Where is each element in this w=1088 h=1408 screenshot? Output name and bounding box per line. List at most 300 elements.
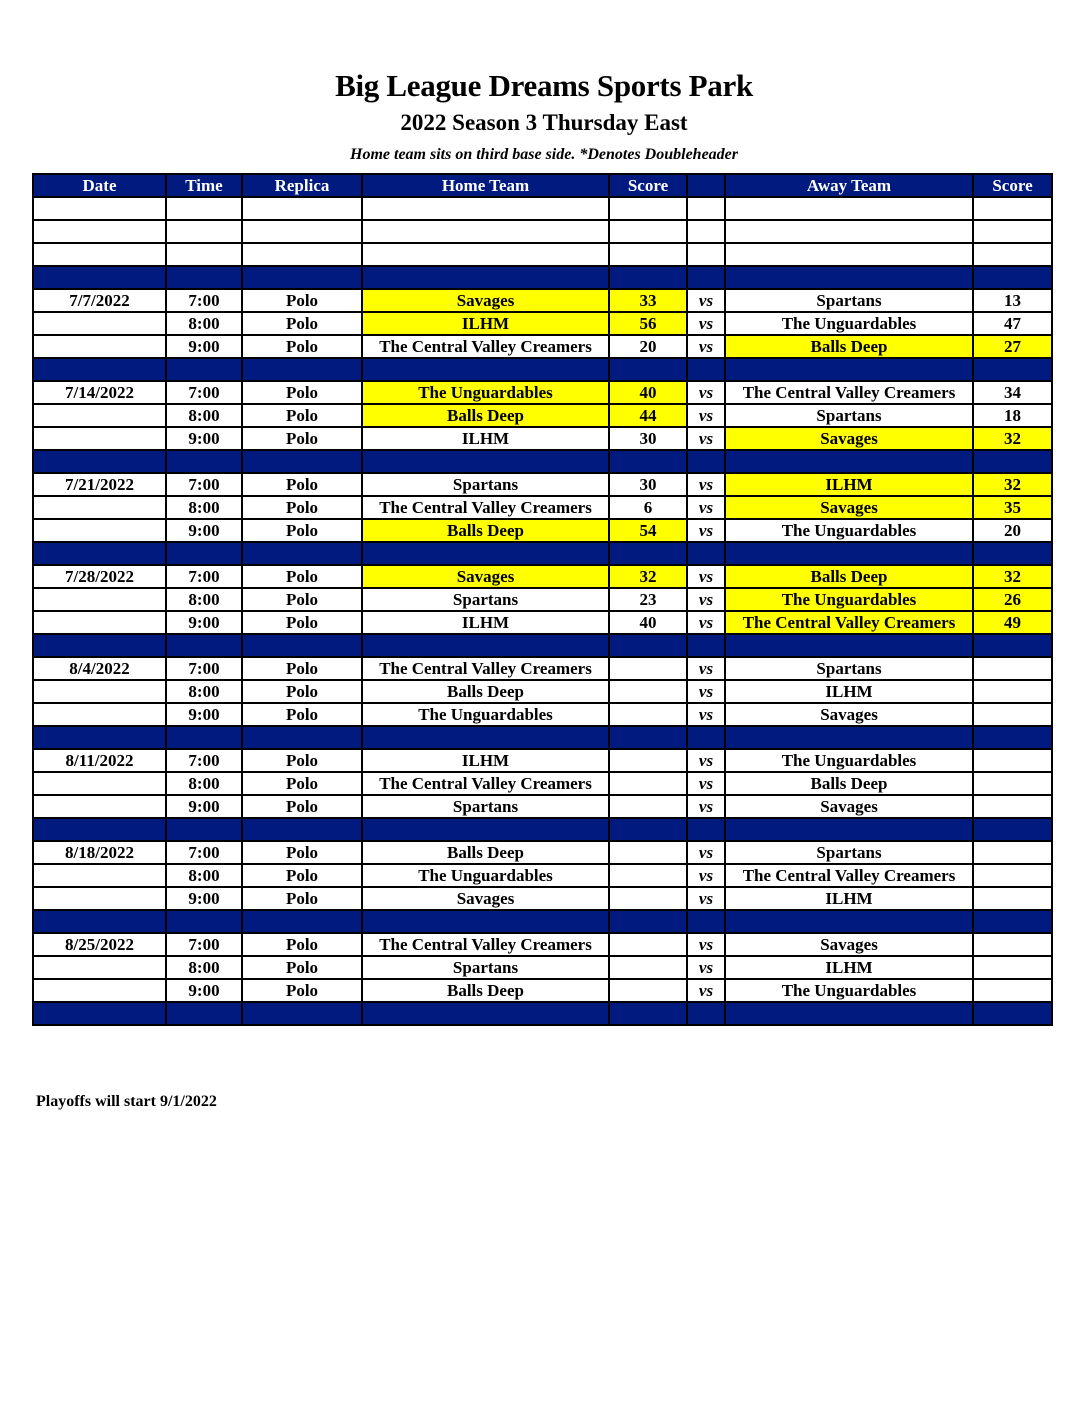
date-cell: 7/14/2022 [33,381,166,404]
game-row [33,289,1052,312]
away-team-cell: ILHM [725,887,973,910]
away-team-cell: Balls Deep [725,565,973,588]
home-team-cell: Spartans [362,795,609,818]
date-cell: 8/4/2022 [33,657,166,680]
empty-cell [166,197,242,220]
home-score-cell [609,657,687,680]
away-score-cell: 13 [973,289,1052,312]
time-cell: 9:00 [166,427,242,450]
empty-cell [973,197,1052,220]
away-team-cell: Savages [725,427,973,450]
replica-cell: Polo [242,427,362,450]
date-cell [33,979,166,1002]
time-cell: 7:00 [166,933,242,956]
replica-cell: Polo [242,956,362,979]
date-cell: 7/7/2022 [33,289,166,312]
empty-cell [725,243,973,266]
home-score-cell: 56 [609,312,687,335]
game-row [33,335,1052,358]
away-team-cell: ILHM [725,473,973,496]
away-score-cell: 32 [973,427,1052,450]
date-cell [33,956,166,979]
vs-cell: vs [687,519,725,542]
empty-cell [609,358,687,381]
home-score-cell [609,795,687,818]
empty-cell [166,220,242,243]
empty-cell [687,358,725,381]
away-score-cell [973,979,1052,1002]
vs-cell: vs [687,772,725,795]
empty-cell [687,197,725,220]
empty-cell [33,243,166,266]
empty-cell [973,266,1052,289]
away-score-cell [973,933,1052,956]
empty-cell [609,266,687,289]
date-cell [33,312,166,335]
away-score-cell: 32 [973,473,1052,496]
date-cell: 8/25/2022 [33,933,166,956]
vs-cell: vs [687,956,725,979]
time-cell: 7:00 [166,473,242,496]
col-header-home-team: Home Team [362,174,609,197]
empty-cell [242,266,362,289]
home-team-cell: Savages [362,565,609,588]
replica-cell: Polo [242,657,362,680]
home-team-cell: Balls Deep [362,979,609,1002]
empty-cell [166,243,242,266]
replica-cell: Polo [242,795,362,818]
home-score-cell [609,864,687,887]
away-team-cell: ILHM [725,956,973,979]
empty-cell [609,910,687,933]
empty-cell [687,542,725,565]
home-team-cell: Balls Deep [362,404,609,427]
empty-cell [725,634,973,657]
home-score-cell: 32 [609,565,687,588]
away-team-cell: Spartans [725,657,973,680]
date-cell [33,864,166,887]
time-cell: 7:00 [166,657,242,680]
empty-cell [242,542,362,565]
vs-cell: vs [687,864,725,887]
away-score-cell: 26 [973,588,1052,611]
away-score-cell: 18 [973,404,1052,427]
away-score-cell: 32 [973,565,1052,588]
vs-cell: vs [687,795,725,818]
empty-cell [687,818,725,841]
week-separator [33,1002,1052,1025]
away-team-cell: Savages [725,496,973,519]
empty-cell [687,634,725,657]
replica-cell: Polo [242,312,362,335]
empty-cell [725,726,973,749]
vs-cell: vs [687,289,725,312]
vs-cell: vs [687,611,725,634]
time-cell: 9:00 [166,887,242,910]
away-score-cell [973,864,1052,887]
home-score-cell [609,887,687,910]
away-team-cell: The Unguardables [725,312,973,335]
date-cell: 7/28/2022 [33,565,166,588]
time-cell: 7:00 [166,381,242,404]
empty-cell [33,197,166,220]
empty-cell [973,450,1052,473]
empty-cell [687,220,725,243]
replica-cell: Polo [242,289,362,312]
away-team-cell: Savages [725,933,973,956]
away-score-cell: 49 [973,611,1052,634]
away-score-cell [973,772,1052,795]
home-score-cell [609,772,687,795]
empty-cell [973,634,1052,657]
away-team-cell: The Central Valley Creamers [725,611,973,634]
empty-cell [166,450,242,473]
schedule-table [32,173,1053,1026]
week-separator [33,358,1052,381]
time-cell: 9:00 [166,979,242,1002]
time-cell: 8:00 [166,312,242,335]
schedule-note: Home team sits on third base side. *Denotes Doubleheader [350,146,738,163]
date-cell [33,772,166,795]
home-score-cell [609,749,687,772]
empty-cell [362,220,609,243]
week-separator [33,266,1052,289]
empty-cell [609,634,687,657]
empty-cell [687,243,725,266]
empty-cell [242,450,362,473]
playoffs-note: Playoffs will start 9/1/2022 [36,1093,217,1110]
page-title: Big League Dreams Sports Park [335,68,753,103]
date-cell [33,703,166,726]
time-cell: 8:00 [166,772,242,795]
empty-cell [166,266,242,289]
time-cell: 9:00 [166,611,242,634]
empty-cell [973,910,1052,933]
empty-cell [242,358,362,381]
away-team-cell: Spartans [725,841,973,864]
empty-cell [166,818,242,841]
empty-cell [973,243,1052,266]
empty-cell [973,542,1052,565]
empty-cell [33,542,166,565]
away-team-cell: Balls Deep [725,772,973,795]
vs-cell: vs [687,680,725,703]
home-team-cell: The Central Valley Creamers [362,335,609,358]
empty-cell [33,266,166,289]
game-row [33,611,1052,634]
home-team-cell: ILHM [362,427,609,450]
game-row [33,749,1052,772]
col-header-time: Time [166,174,242,197]
empty-cell [687,1002,725,1025]
empty-cell [166,634,242,657]
empty-cell [242,726,362,749]
empty-cell [362,266,609,289]
empty-cell [362,634,609,657]
empty-cell [609,450,687,473]
week-separator [33,450,1052,473]
time-cell: 7:00 [166,289,242,312]
date-cell [33,335,166,358]
date-cell [33,680,166,703]
away-score-cell: 47 [973,312,1052,335]
away-score-cell: 20 [973,519,1052,542]
empty-cell [33,450,166,473]
empty-cell [725,542,973,565]
week-separator [33,910,1052,933]
empty-cell [166,358,242,381]
empty-cell [609,197,687,220]
empty-cell [362,243,609,266]
empty-cell [725,266,973,289]
home-score-cell [609,680,687,703]
date-cell [33,427,166,450]
home-team-cell: The Unguardables [362,381,609,404]
empty-cell [362,197,609,220]
home-score-cell [609,841,687,864]
away-score-cell: 27 [973,335,1052,358]
empty-cell [725,910,973,933]
home-team-cell: Spartans [362,473,609,496]
empty-row [33,197,1052,220]
home-score-cell: 30 [609,427,687,450]
time-cell: 9:00 [166,335,242,358]
home-team-cell: Spartans [362,956,609,979]
home-team-cell: ILHM [362,749,609,772]
game-row [33,703,1052,726]
away-team-cell: The Unguardables [725,519,973,542]
empty-cell [609,243,687,266]
empty-cell [687,450,725,473]
time-cell: 8:00 [166,864,242,887]
away-score-cell [973,956,1052,979]
date-cell [33,496,166,519]
replica-cell: Polo [242,680,362,703]
col-header-vs [687,174,725,197]
away-score-cell [973,749,1052,772]
away-score-cell [973,841,1052,864]
empty-cell [362,358,609,381]
empty-cell [362,1002,609,1025]
date-cell: 8/11/2022 [33,749,166,772]
empty-cell [725,220,973,243]
away-score-cell: 34 [973,381,1052,404]
home-score-cell [609,956,687,979]
away-team-cell: Balls Deep [725,335,973,358]
vs-cell: vs [687,335,725,358]
empty-cell [725,197,973,220]
replica-cell: Polo [242,749,362,772]
time-cell: 9:00 [166,519,242,542]
vs-cell: vs [687,887,725,910]
replica-cell: Polo [242,381,362,404]
home-score-cell: 6 [609,496,687,519]
home-team-cell: ILHM [362,312,609,335]
replica-cell: Polo [242,864,362,887]
col-header-replica: Replica [242,174,362,197]
game-row [33,312,1052,335]
game-row [33,772,1052,795]
home-team-cell: The Unguardables [362,864,609,887]
time-cell: 7:00 [166,565,242,588]
replica-cell: Polo [242,979,362,1002]
home-team-cell: Savages [362,289,609,312]
empty-cell [687,726,725,749]
game-row [33,956,1052,979]
empty-cell [687,266,725,289]
empty-cell [33,634,166,657]
empty-cell [362,450,609,473]
empty-cell [609,542,687,565]
empty-cell [725,450,973,473]
away-score-cell [973,887,1052,910]
empty-cell [166,1002,242,1025]
away-score-cell: 35 [973,496,1052,519]
date-cell: 8/18/2022 [33,841,166,864]
home-score-cell: 23 [609,588,687,611]
empty-cell [362,818,609,841]
away-score-cell [973,795,1052,818]
game-row [33,427,1052,450]
col-header-away-team: Away Team [725,174,973,197]
vs-cell: vs [687,427,725,450]
empty-cell [242,634,362,657]
vs-cell: vs [687,473,725,496]
home-score-cell: 40 [609,611,687,634]
empty-cell [362,910,609,933]
empty-cell [609,818,687,841]
game-row [33,588,1052,611]
home-score-cell: 33 [609,289,687,312]
empty-cell [33,1002,166,1025]
home-team-cell: The Central Valley Creamers [362,772,609,795]
game-row [33,657,1052,680]
away-team-cell: The Unguardables [725,979,973,1002]
empty-cell [33,726,166,749]
empty-cell [242,1002,362,1025]
away-team-cell: Spartans [725,289,973,312]
game-row [33,473,1052,496]
game-row [33,496,1052,519]
empty-cell [166,726,242,749]
game-row [33,404,1052,427]
away-score-cell [973,657,1052,680]
away-team-cell: Savages [725,703,973,726]
vs-cell: vs [687,496,725,519]
replica-cell: Polo [242,473,362,496]
empty-cell [33,910,166,933]
empty-cell [725,1002,973,1025]
empty-cell [242,243,362,266]
empty-cell [362,542,609,565]
time-cell: 8:00 [166,496,242,519]
col-header-date: Date [33,174,166,197]
time-cell: 9:00 [166,703,242,726]
home-score-cell: 20 [609,335,687,358]
game-row [33,841,1052,864]
away-score-cell [973,680,1052,703]
replica-cell: Polo [242,841,362,864]
replica-cell: Polo [242,887,362,910]
away-score-cell [973,703,1052,726]
replica-cell: Polo [242,588,362,611]
time-cell: 8:00 [166,404,242,427]
away-team-cell: Spartans [725,404,973,427]
date-cell [33,588,166,611]
time-cell: 9:00 [166,795,242,818]
empty-cell [973,726,1052,749]
away-team-cell: The Central Valley Creamers [725,864,973,887]
empty-cell [609,726,687,749]
date-cell [33,404,166,427]
game-row [33,933,1052,956]
vs-cell: vs [687,588,725,611]
home-score-cell [609,979,687,1002]
home-score-cell [609,703,687,726]
replica-cell: Polo [242,335,362,358]
time-cell: 8:00 [166,956,242,979]
empty-cell [242,910,362,933]
away-team-cell: Savages [725,795,973,818]
empty-cell [973,818,1052,841]
vs-cell: vs [687,979,725,1002]
empty-cell [33,358,166,381]
date-cell [33,795,166,818]
header-row [33,174,1052,197]
date-cell: 7/21/2022 [33,473,166,496]
empty-cell [362,726,609,749]
replica-cell: Polo [242,404,362,427]
empty-cell [973,358,1052,381]
page-subtitle: 2022 Season 3 Thursday East [400,110,688,135]
week-separator [33,634,1052,657]
home-team-cell: The Unguardables [362,703,609,726]
game-row [33,519,1052,542]
empty-row [33,243,1052,266]
empty-cell [609,220,687,243]
vs-cell: vs [687,841,725,864]
time-cell: 7:00 [166,841,242,864]
home-score-cell: 30 [609,473,687,496]
game-row [33,887,1052,910]
game-row [33,979,1052,1002]
empty-cell [973,1002,1052,1025]
empty-cell [609,1002,687,1025]
away-team-cell: The Unguardables [725,588,973,611]
empty-cell [33,818,166,841]
home-team-cell: The Central Valley Creamers [362,933,609,956]
replica-cell: Polo [242,496,362,519]
empty-cell [973,220,1052,243]
away-team-cell: ILHM [725,680,973,703]
date-cell [33,519,166,542]
home-score-cell: 44 [609,404,687,427]
home-team-cell: Savages [362,887,609,910]
home-score-cell [609,933,687,956]
vs-cell: vs [687,703,725,726]
empty-cell [242,220,362,243]
home-score-cell: 40 [609,381,687,404]
away-team-cell: The Central Valley Creamers [725,381,973,404]
empty-cell [687,910,725,933]
time-cell: 8:00 [166,588,242,611]
time-cell: 8:00 [166,680,242,703]
replica-cell: Polo [242,933,362,956]
home-team-cell: Balls Deep [362,680,609,703]
schedule-body [33,197,1052,1025]
home-team-cell: Balls Deep [362,841,609,864]
empty-cell [166,542,242,565]
